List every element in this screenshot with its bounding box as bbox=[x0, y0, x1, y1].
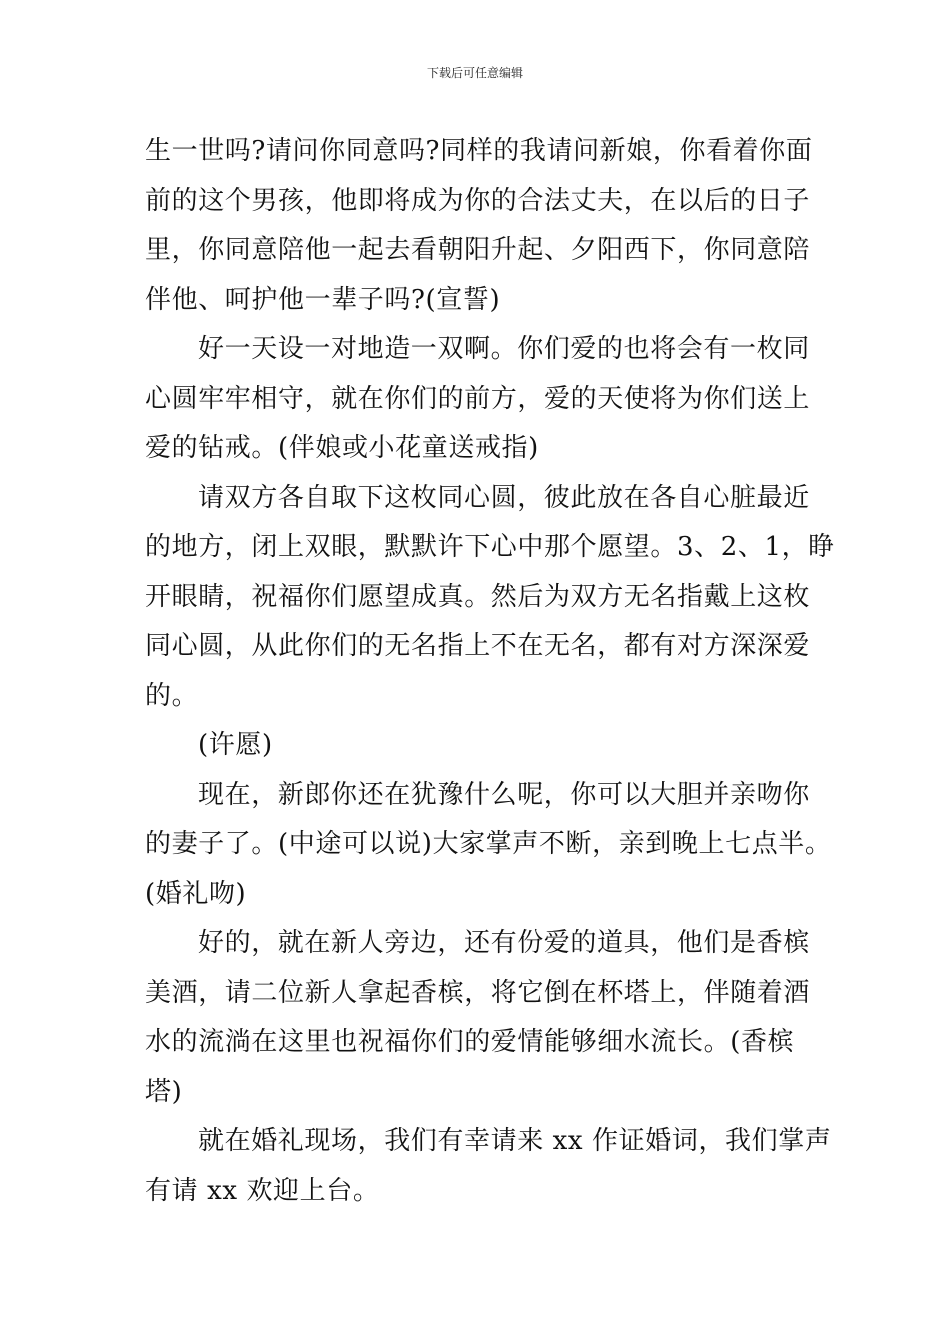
text-line: 现在，新郎你还在犹豫什么呢，你可以大胆并亲吻你 bbox=[198, 779, 810, 810]
paragraph-wish bbox=[145, 474, 835, 722]
text-line: 的。 bbox=[145, 680, 199, 711]
text-line: 开眼睛，祝福你们愿望成真。然后为双方无名指戴上这枚 bbox=[145, 581, 811, 612]
text-line: 心圆牢牢相守，就在你们的前方，爱的天使将为你们送上 bbox=[145, 383, 811, 414]
text-line: (许愿) bbox=[198, 730, 273, 760]
paragraph-officiant bbox=[145, 1117, 832, 1216]
text-line: 好一天设一对地造一双啊。你们爱的也将会有一枚同 bbox=[198, 334, 810, 364]
text-line: (婚礼吻) bbox=[145, 878, 247, 909]
paragraph-kiss bbox=[145, 771, 832, 920]
text-line: 塔) bbox=[145, 1076, 183, 1107]
paragraph-vows-continued bbox=[145, 127, 813, 325]
text-line: 请双方各自取下这枚同心圆，彼此放在各自心脏最近 bbox=[198, 482, 810, 513]
paragraph-make-wish-note bbox=[145, 721, 813, 771]
text-line: 就在婚礼现场，我们有幸请来 xx 作证婚词，我们掌声 bbox=[198, 1126, 832, 1156]
paragraph-champagne bbox=[145, 919, 813, 1117]
text-line: 爱的钻戒。(伴娘或小花童送戒指) bbox=[145, 433, 539, 463]
text-line: 美酒，请二位新人拿起香槟，将它倒在杯塔上，伴随着酒 bbox=[145, 977, 811, 1008]
text-line: 的妻子了。(中途可以说)大家掌声不断，亲到晚上七点半。 bbox=[145, 829, 832, 859]
text-line: 生一世吗?请问你同意吗?同样的我请问新娘，你看着你面 bbox=[145, 136, 813, 166]
page-header: 下载后可任意编辑 bbox=[426, 66, 523, 80]
text-line: 好的，就在新人旁边，还有份爱的道具，他们是香槟 bbox=[198, 928, 810, 958]
text-line: 有请 xx 欢迎上台。 bbox=[145, 1175, 380, 1206]
text-line: 水的流淌在这里也祝福你们的爱情能够细水流长。(香槟 bbox=[145, 1027, 795, 1057]
text-line: 伴他、呵护他一辈子吗?(宣誓) bbox=[145, 284, 501, 315]
paragraph-ring bbox=[145, 325, 813, 474]
text-line: 里，你同意陪他一起去看朝阳升起、夕阳西下，你同意陪 bbox=[145, 235, 811, 265]
document-body bbox=[145, 127, 835, 1216]
text-line: 的地方，闭上双眼，默默许下心中那个愿望。3、2、1，睁 bbox=[145, 532, 835, 562]
text-line: 前的这个男孩，他即将成为你的合法丈夫，在以后的日子 bbox=[145, 185, 811, 216]
text-line: 同心圆，从此你们的无名指上不在无名，都有对方深深爱 bbox=[145, 631, 811, 661]
